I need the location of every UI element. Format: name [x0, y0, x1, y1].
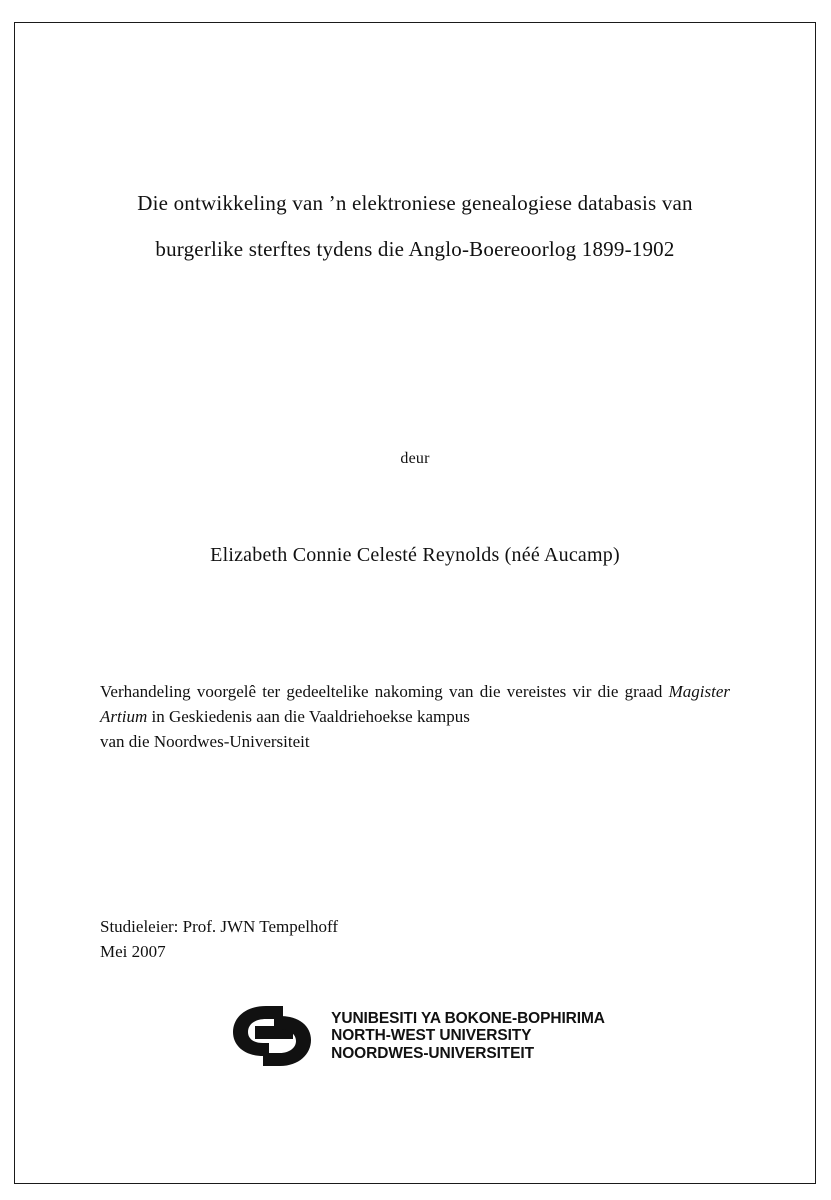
title-line-1: Die ontwikkeling van ’n elektroniese genealogiese databasis van [137, 191, 693, 215]
statement-line-2-prefix: graad [624, 682, 669, 701]
title-line-2: burgerlike sterftes tydens die Anglo-Boereoorlog 1899-1902 [155, 237, 675, 261]
statement-line-1: Verhandeling voorgelê ter gedeeltelike nakoming van die vereistes vir die [100, 682, 619, 701]
logo-line-3: NOORDWES-UNIVERSITEIT [331, 1044, 534, 1062]
supervisor-line: Studieleier: Prof. JWN Tempelhoff [100, 917, 339, 936]
byline [100, 450, 730, 567]
logo-line-1: YUNIBESITI YA BOKONE-BOPHIRIMA [331, 1009, 605, 1027]
degree-statement [100, 679, 730, 754]
date-line: Mei 2007 [100, 942, 166, 961]
supervisor-block [100, 914, 730, 964]
thesis-title [100, 180, 730, 272]
statement-line-3: van die Noordwes-Universiteit [100, 732, 310, 751]
by-label: deur [400, 450, 430, 467]
nwu-logo-icon [225, 1000, 321, 1072]
author-name: Elizabeth Connie Celesté Reynolds (néé Aucamp) [210, 544, 620, 566]
statement-line-2-suffix: in Geskiedenis aan die Vaaldriehoekse kampus [147, 707, 470, 726]
logo-line-2: NORTH-WEST UNIVERSITY [331, 1027, 532, 1045]
title-page-content [100, 180, 730, 1072]
university-logo [100, 1000, 730, 1072]
degree-name: Magister Artium [100, 682, 730, 726]
logo-text-block [331, 1010, 605, 1063]
